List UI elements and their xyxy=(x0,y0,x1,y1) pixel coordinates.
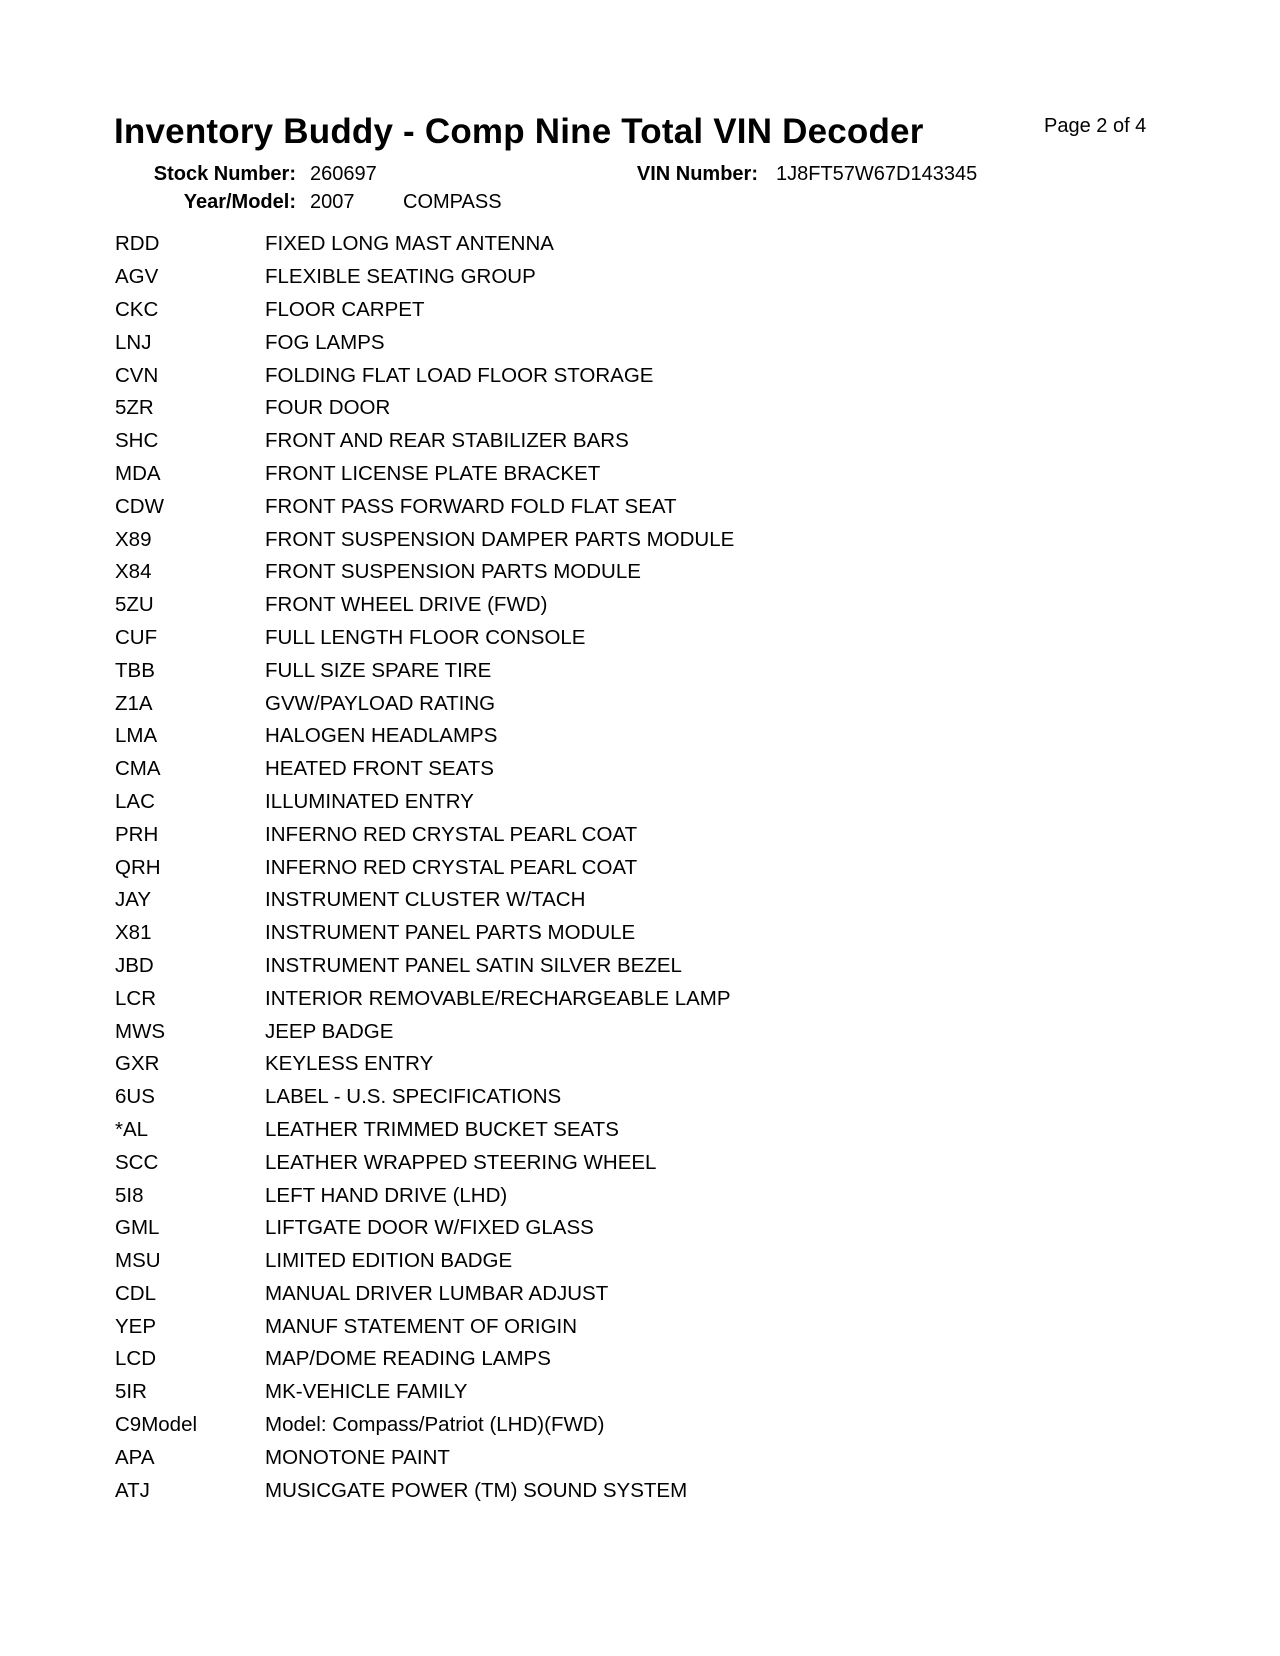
option-description: FLEXIBLE SEATING GROUP xyxy=(265,265,536,289)
code-row xyxy=(115,490,734,523)
stock-number-value: 260697 xyxy=(310,163,377,185)
option-description: ILLUMINATED ENTRY xyxy=(265,789,474,813)
option-code: TBB xyxy=(115,658,155,682)
year-model-label: Year/Model: xyxy=(183,191,296,213)
option-code: 6US xyxy=(115,1085,155,1109)
code-row xyxy=(115,523,734,556)
code-row xyxy=(115,1048,734,1081)
option-description: MAP/DOME READING LAMPS xyxy=(265,1347,551,1371)
option-description: KEYLESS ENTRY xyxy=(265,1052,434,1076)
option-description: FULL LENGTH FLOOR CONSOLE xyxy=(265,625,586,649)
option-description: JEEP BADGE xyxy=(265,1019,394,1043)
option-description: INTERIOR REMOVABLE/RECHARGEABLE LAMP xyxy=(265,986,731,1010)
code-row xyxy=(115,1376,734,1409)
option-code: LNJ xyxy=(115,330,152,354)
option-description: FRONT PASS FORWARD FOLD FLAT SEAT xyxy=(265,494,677,518)
option-code: QRH xyxy=(115,855,161,879)
option-description: INSTRUMENT PANEL SATIN SILVER BEZEL xyxy=(265,953,682,977)
code-row xyxy=(115,425,734,458)
option-description: LEATHER TRIMMED BUCKET SEATS xyxy=(265,1117,619,1141)
option-description: INFERNO RED CRYSTAL PEARL COAT xyxy=(265,822,638,846)
code-row xyxy=(115,982,734,1015)
code-row xyxy=(115,884,734,917)
option-code: APA xyxy=(115,1445,155,1469)
option-code: YEP xyxy=(115,1314,157,1338)
option-description: FOUR DOOR xyxy=(265,396,391,420)
code-row xyxy=(115,261,734,294)
option-description: FRONT SUSPENSION PARTS MODULE xyxy=(265,560,641,584)
option-code: CDW xyxy=(115,494,164,518)
option-code: 5ZU xyxy=(115,593,154,617)
option-description: MUSICGATE POWER (TM) SOUND SYSTEM xyxy=(265,1478,688,1502)
option-code: MSU xyxy=(115,1249,161,1273)
option-code: X84 xyxy=(115,560,152,584)
code-row xyxy=(115,294,734,327)
option-code: X81 xyxy=(115,921,152,945)
option-code: CMA xyxy=(115,757,161,781)
option-description: FRONT AND REAR STABILIZER BARS xyxy=(265,429,629,453)
option-code: *AL xyxy=(115,1117,149,1141)
code-row xyxy=(115,786,734,819)
code-row xyxy=(115,687,734,720)
option-description: FRONT LICENSE PLATE BRACKET xyxy=(265,461,601,485)
option-code: CDL xyxy=(115,1281,157,1305)
option-code: SCC xyxy=(115,1150,159,1174)
code-row xyxy=(115,1310,734,1343)
option-description: HEATED FRONT SEATS xyxy=(265,757,494,781)
option-code: CVN xyxy=(115,363,159,387)
option-code: MWS xyxy=(115,1019,166,1043)
option-code: RDD xyxy=(115,232,160,256)
option-description: FIXED LONG MAST ANTENNA xyxy=(265,232,554,256)
option-code: SHC xyxy=(115,429,159,453)
option-description: LEATHER WRAPPED STEERING WHEEL xyxy=(265,1150,657,1174)
option-code-list xyxy=(115,228,734,1507)
code-row xyxy=(115,589,734,622)
code-row xyxy=(115,851,734,884)
option-description: FRONT SUSPENSION DAMPER PARTS MODULE xyxy=(265,527,735,551)
page-number: Page 2 of 4 xyxy=(1044,115,1147,137)
code-row xyxy=(115,1409,734,1442)
option-code: PRH xyxy=(115,822,159,846)
option-description: INFERNO RED CRYSTAL PEARL COAT xyxy=(265,855,638,879)
year-value: 2007 xyxy=(310,191,355,213)
option-code: JBD xyxy=(115,953,154,977)
option-code: MDA xyxy=(115,461,161,485)
vin-label: VIN Number: xyxy=(636,163,758,185)
option-description: LIFTGATE DOOR W/FIXED GLASS xyxy=(265,1216,594,1240)
code-row xyxy=(115,753,734,786)
option-code: Z1A xyxy=(115,691,153,715)
option-code: 5IR xyxy=(115,1380,147,1404)
option-code: 5ZR xyxy=(115,396,154,420)
option-code: CKC xyxy=(115,297,159,321)
option-description: INSTRUMENT PANEL PARTS MODULE xyxy=(265,921,636,945)
option-description: INSTRUMENT CLUSTER W/TACH xyxy=(265,888,586,912)
option-description: LEFT HAND DRIVE (LHD) xyxy=(265,1183,508,1207)
code-row xyxy=(115,228,734,261)
vin-value: 1J8FT57W67D143345 xyxy=(776,163,978,185)
report-title: Inventory Buddy - Comp Nine Total VIN Decoder xyxy=(114,112,924,151)
option-code: JAY xyxy=(115,888,152,912)
code-row xyxy=(115,326,734,359)
option-code: ATJ xyxy=(115,1478,150,1502)
code-row xyxy=(115,917,734,950)
option-description: MK-VEHICLE FAMILY xyxy=(265,1380,468,1404)
code-row xyxy=(115,1081,734,1114)
code-row xyxy=(115,1245,734,1278)
option-code: GML xyxy=(115,1216,160,1240)
code-row xyxy=(115,1278,734,1311)
model-value: COMPASS xyxy=(403,191,502,213)
code-row xyxy=(115,458,734,491)
code-row xyxy=(115,1146,734,1179)
option-description: FLOOR CARPET xyxy=(265,297,425,321)
code-row xyxy=(115,950,734,983)
code-row xyxy=(115,720,734,753)
option-code: AGV xyxy=(115,265,159,289)
code-row xyxy=(115,1343,734,1376)
option-description: MANUF STATEMENT OF ORIGIN xyxy=(265,1314,578,1338)
option-description: MANUAL DRIVER LUMBAR ADJUST xyxy=(265,1281,609,1305)
option-code: GXR xyxy=(115,1052,160,1076)
option-description: MONOTONE PAINT xyxy=(265,1445,450,1469)
code-row xyxy=(115,1179,734,1212)
option-code: C9Model xyxy=(115,1413,198,1437)
code-row xyxy=(115,1474,734,1507)
code-row xyxy=(115,818,734,851)
code-row xyxy=(115,1114,734,1147)
stock-number-label: Stock Number: xyxy=(153,163,296,185)
option-code: LMA xyxy=(115,724,158,748)
option-code: LAC xyxy=(115,789,155,813)
code-row xyxy=(115,359,734,392)
option-description: FOLDING FLAT LOAD FLOOR STORAGE xyxy=(265,363,654,387)
option-code: LCD xyxy=(115,1347,157,1371)
code-row xyxy=(115,1212,734,1245)
option-description: HALOGEN HEADLAMPS xyxy=(265,724,498,748)
code-row xyxy=(115,654,734,687)
option-description: LABEL - U.S. SPECIFICATIONS xyxy=(265,1085,562,1109)
option-code: X89 xyxy=(115,527,152,551)
code-row xyxy=(115,622,734,655)
code-row xyxy=(115,1441,734,1474)
option-description: FRONT WHEEL DRIVE (FWD) xyxy=(265,593,548,617)
option-description: LIMITED EDITION BADGE xyxy=(265,1249,513,1273)
option-code: CUF xyxy=(115,625,158,649)
code-row xyxy=(115,392,734,425)
option-code: LCR xyxy=(115,986,157,1010)
option-code: 5I8 xyxy=(115,1183,144,1207)
option-description: FOG LAMPS xyxy=(265,330,385,354)
option-description: GVW/PAYLOAD RATING xyxy=(265,691,496,715)
code-row xyxy=(115,1015,734,1048)
code-row xyxy=(115,556,734,589)
option-description: FULL SIZE SPARE TIRE xyxy=(265,658,492,682)
option-description: Model: Compass/Patriot (LHD)(FWD) xyxy=(265,1413,605,1437)
